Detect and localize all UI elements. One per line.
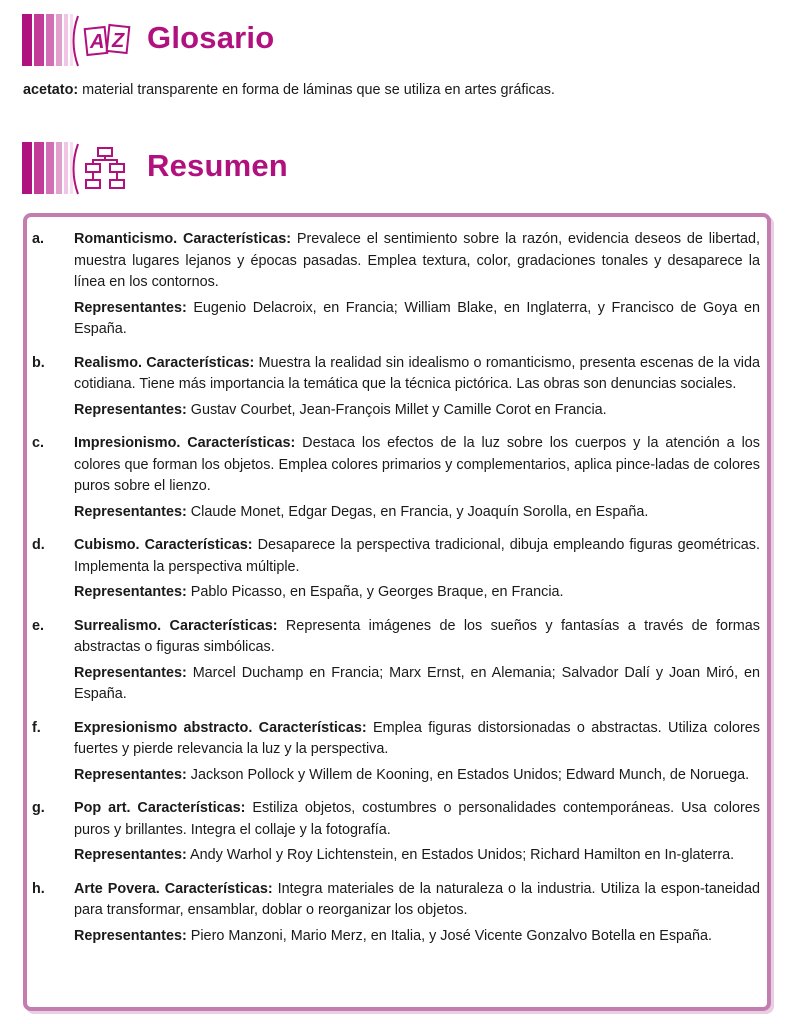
item-text: Emplea figuras distorsionadas o abstractas. Utiliza colores fuertes y pierde relevancia la luz y la perspectiva. xyxy=(74,719,760,757)
item-letter: e. xyxy=(32,617,45,634)
item-text: Estiliza objetos, costumbres o personalidades contemporáneas. Usa colores puros y brillantes. Integra el collaje y la fotografía. xyxy=(74,800,760,838)
rep-label: Representantes: xyxy=(74,847,187,863)
rep-text: Pablo Picasso, en España, y Georges Braque, en Francia. xyxy=(186,584,564,600)
summary-item-e xyxy=(32,616,760,706)
item-description xyxy=(74,229,760,294)
item-heading: Impresionismo. Características: xyxy=(74,435,296,451)
summary-item-d xyxy=(32,535,760,604)
item-text: Destaca los efectos de la luz sobre los cuerpos y la atención a los colores que forman los objetos. Emplea colores primarios y complementarios, aplica pince-ladas de colores puros sobre el lienzo. xyxy=(74,435,760,494)
rep-label: Representantes: xyxy=(74,299,187,316)
item-heading: Arte Povera. Características: xyxy=(74,880,273,897)
svg-text:Z: Z xyxy=(112,30,125,52)
glosario-title: Glosario xyxy=(147,20,275,55)
item-text: Desaparece la perspectiva tradicional, dibuja empleando figuras geométricas. Implementa la perspectiva múltiple. xyxy=(74,537,760,575)
item-representatives xyxy=(74,298,760,341)
item-letter: f. xyxy=(32,719,41,736)
rep-text: Jackson Pollock y Willem de Kooning, en Estados Unidos; Edward Munch, de Noruega. xyxy=(186,766,750,783)
item-description xyxy=(74,433,760,498)
rep-label: Representantes: xyxy=(74,927,187,944)
item-letter: a. xyxy=(32,231,45,247)
glossary-az-icon xyxy=(22,12,147,70)
item-text: Muestra la realidad sin idealismo o romanticismo, presenta escenas de la vida cotidiana. Tiene más importancia la temática que la técnica pictórica. Las obras son denuncias sociales. xyxy=(74,354,760,392)
summary-list xyxy=(32,229,760,959)
item-description xyxy=(74,353,760,396)
item-representatives xyxy=(74,663,760,706)
summary-item-b xyxy=(32,353,760,422)
rep-label: Representantes: xyxy=(74,584,187,600)
rep-text: Marcel Duchamp en Francia; Marx Ernst, en Alemania; Salvador Dalí y Joan Miró, en España. xyxy=(74,664,760,702)
glossary-term: acetato: xyxy=(23,82,79,98)
summary-item-a xyxy=(32,229,760,341)
item-description xyxy=(74,879,760,922)
item-heading: Realismo. Características: xyxy=(74,354,255,371)
glossary-definition: material transparente en forma de láminas que se utiliza en artes gráficas. xyxy=(78,82,555,98)
rep-label: Representantes: xyxy=(74,503,187,520)
summary-item-h xyxy=(32,879,760,948)
item-representatives xyxy=(74,582,760,604)
svg-text:A: A xyxy=(90,31,105,53)
resumen-title: Resumen xyxy=(147,148,288,183)
rep-label: Representantes: xyxy=(74,766,187,783)
rep-text: Andy Warhol y Roy Lichtenstein, en Estados Unidos; Richard Hamilton en In-glaterra. xyxy=(186,847,735,863)
item-letter: d. xyxy=(32,537,45,553)
rep-text: Gustav Courbet, Jean-François Millet y Camille Corot en Francia. xyxy=(186,401,607,418)
item-text: Integra materiales de la naturaleza o la industria. Utiliza la espon-taneidad para transformar, ensamblar, doblar o reorganizar los objetos. xyxy=(74,880,760,918)
rep-text: Piero Manzoni, Mario Merz, en Italia, y José Vicente Gonzalvo Botella en España. xyxy=(186,927,713,944)
rep-text: Eugenio Delacroix, en Francia; William Blake, en Inglaterra, y Francisco de Goya en España. xyxy=(74,299,760,337)
item-description xyxy=(74,718,760,761)
item-representatives xyxy=(74,765,760,787)
item-letter: c. xyxy=(32,435,45,451)
summary-item-f xyxy=(32,718,760,787)
rep-text: Claude Monet, Edgar Degas, en Francia, y Joaquín Sorolla, en España. xyxy=(186,503,649,520)
item-text: Prevalece el sentimiento sobre la razón, evidencia deseos de libertad, muestra lugares lejanos y épocas pasadas. Emplea textura, color, gradaciones tonales y desaparece la línea en los contornos. xyxy=(74,231,760,290)
item-heading: Pop art. Características: xyxy=(74,800,246,816)
rep-label: Representantes: xyxy=(74,401,187,418)
item-letter: b. xyxy=(32,354,45,371)
item-heading: Surrealismo. Características: xyxy=(74,617,278,634)
item-representatives xyxy=(74,926,760,948)
flowchart-icon xyxy=(22,140,147,198)
item-letter: g. xyxy=(32,800,45,816)
item-representatives xyxy=(74,400,760,422)
item-representatives xyxy=(74,845,760,867)
item-heading: Romanticismo. Características: xyxy=(74,231,292,247)
item-description xyxy=(74,798,760,841)
rep-label: Representantes: xyxy=(74,664,187,681)
item-text: Representa imágenes de los sueños y fantasías a través de formas abstractas o figuras simbólicas. xyxy=(74,617,760,655)
item-description xyxy=(74,535,760,578)
glossary-entry xyxy=(23,80,773,100)
item-description xyxy=(74,616,760,659)
summary-item-c xyxy=(32,433,760,523)
item-heading: Expresionismo abstracto. Características: xyxy=(74,719,367,736)
item-representatives xyxy=(74,502,760,524)
summary-item-g xyxy=(32,798,760,867)
item-heading: Cubismo. Características: xyxy=(74,537,253,553)
item-letter: h. xyxy=(32,880,45,897)
